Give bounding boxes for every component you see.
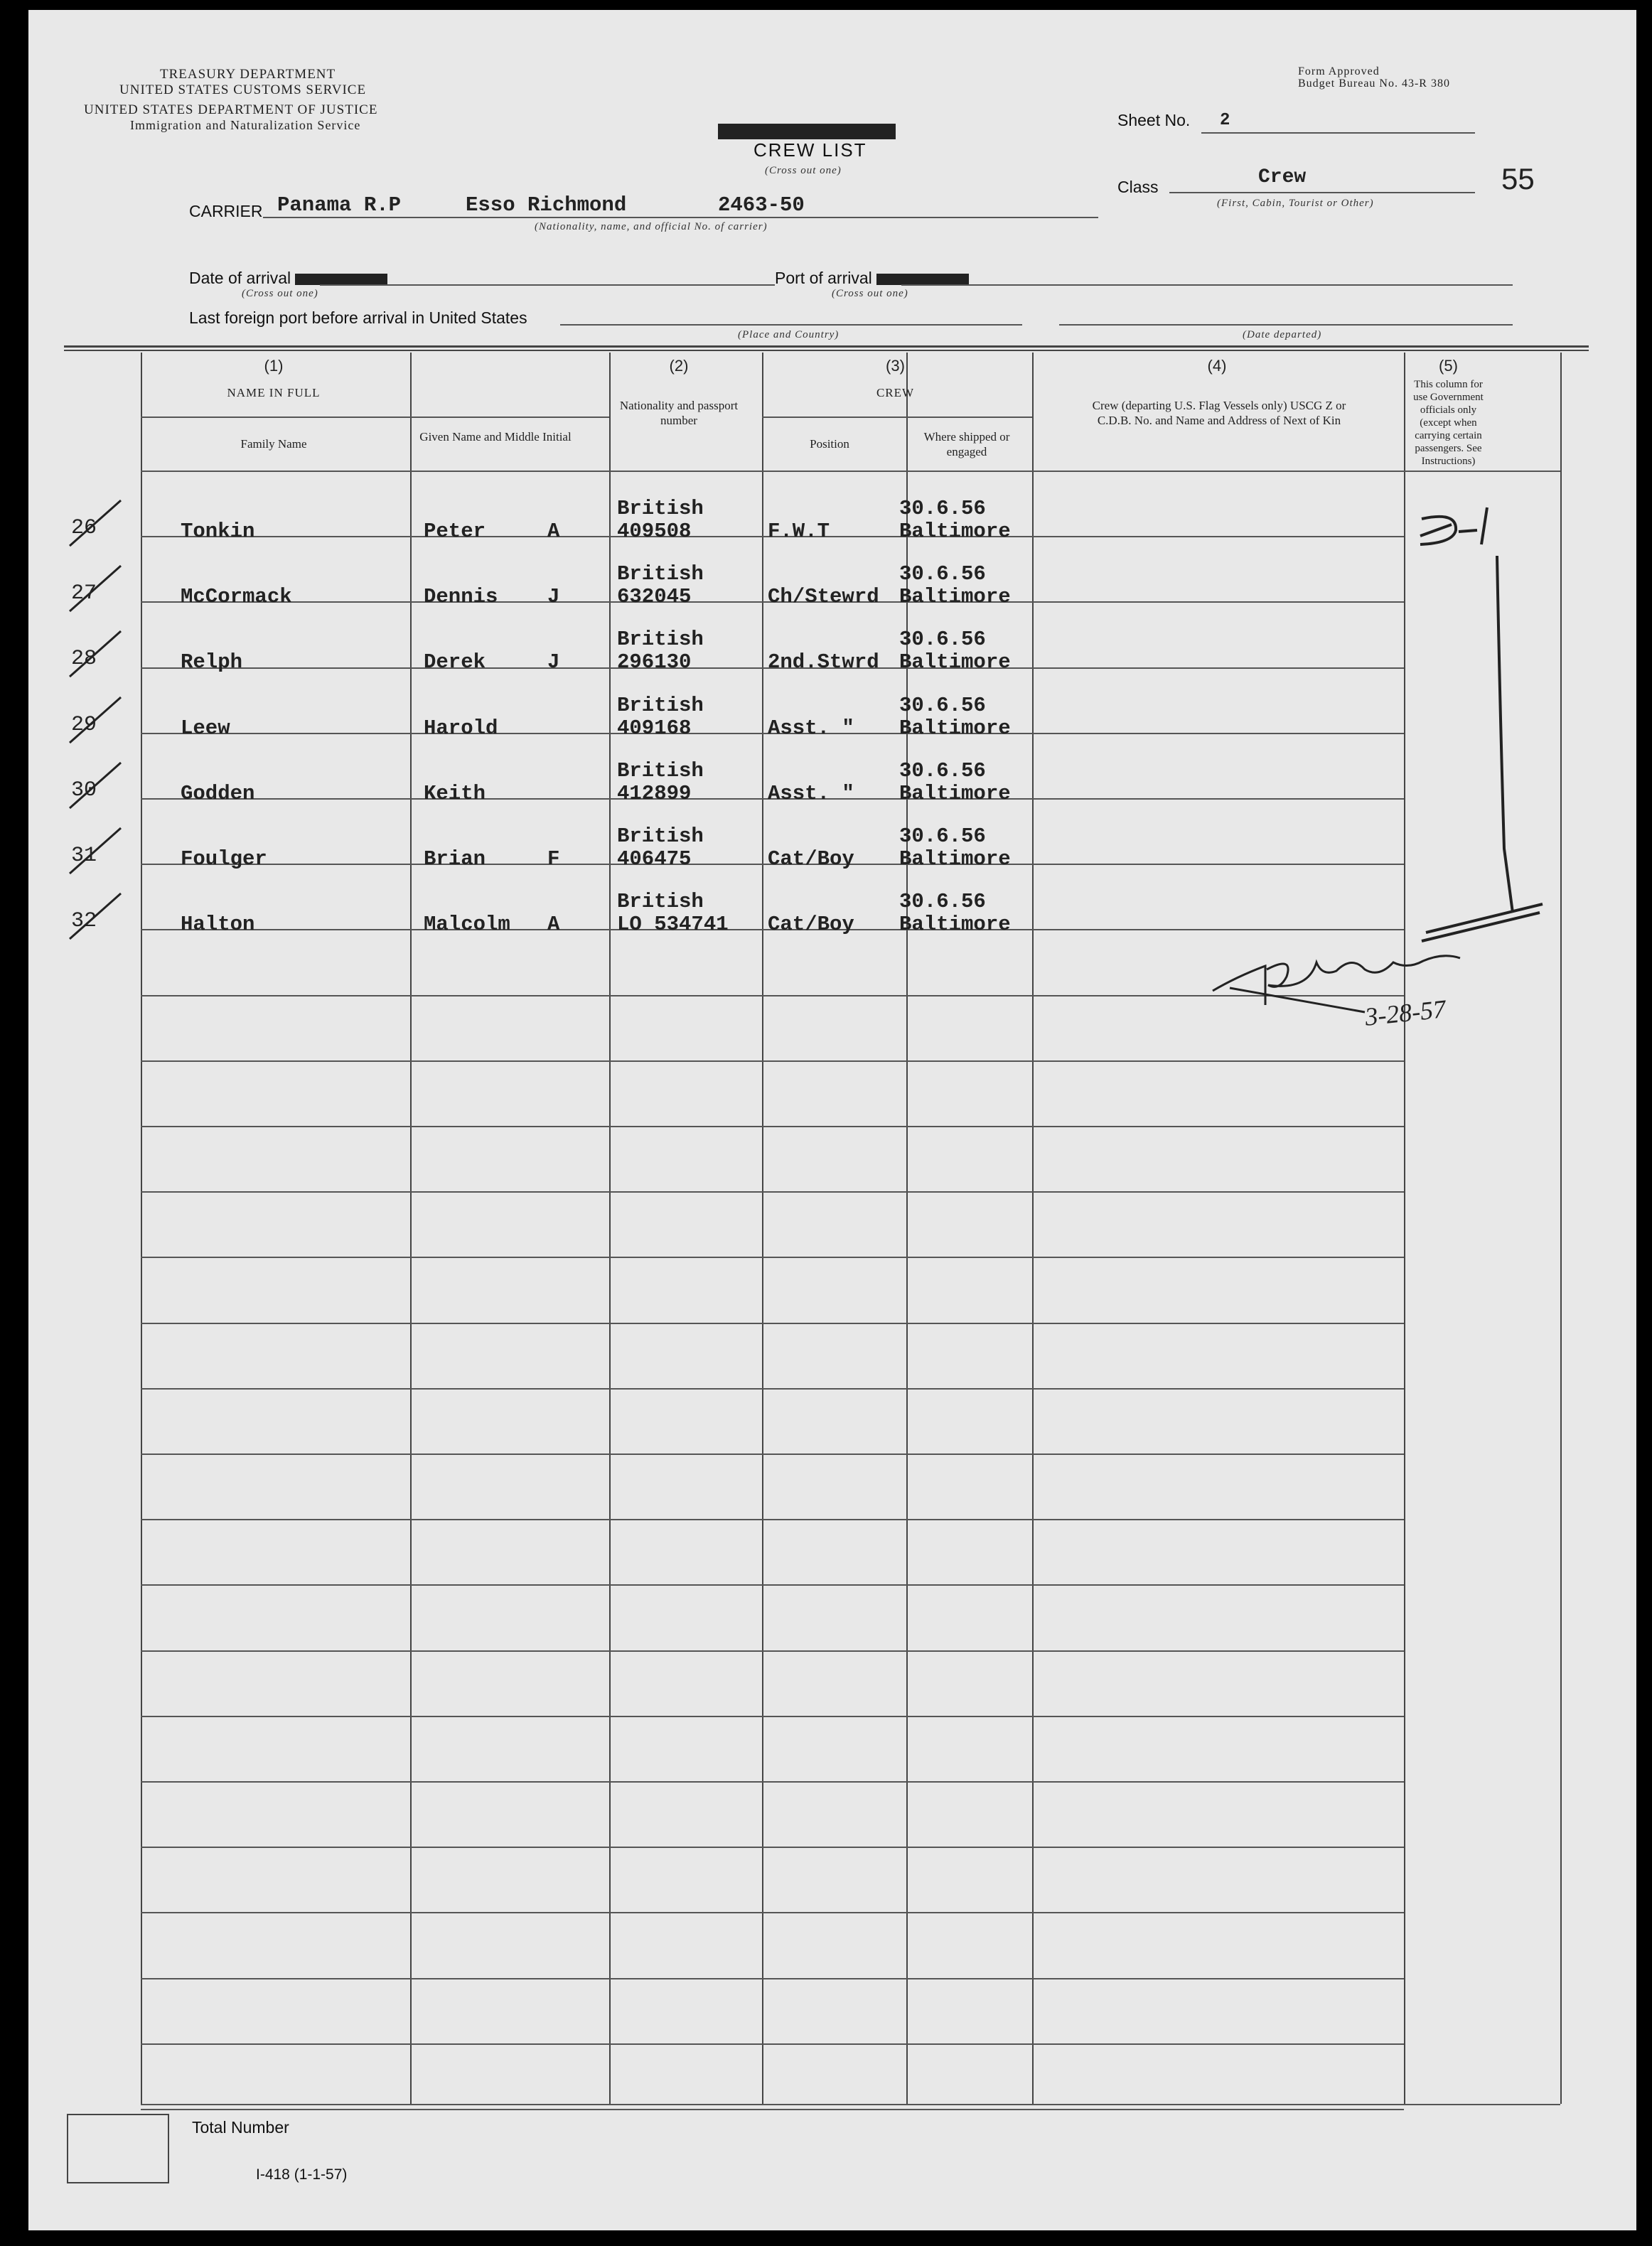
sheet-label: Sheet No.	[1117, 111, 1191, 129]
col4-title: Crew (departing U.S. Flag Vessels only) USCG Z or C.D.B. No. and Name and Address of Next of Kin	[1092, 399, 1346, 427]
cell-position: Cat/Boy	[768, 913, 854, 937]
cell-place: Baltimore	[899, 781, 1011, 805]
cell-given: Brian	[424, 847, 486, 871]
col2-title: Nationality and passport number	[619, 399, 739, 427]
cell-place: Baltimore	[899, 520, 1011, 543]
cell-place: Baltimore	[899, 913, 1011, 937]
class-value: Crew	[1258, 166, 1307, 188]
cell-given: Harold	[424, 716, 498, 740]
cell-initial: J	[547, 650, 560, 675]
carrier-nationality: Panama R.P	[277, 193, 402, 217]
cell-place: Baltimore	[899, 716, 1011, 740]
cell-passport: 406475	[617, 847, 692, 871]
cell-date: 30.6.56	[899, 693, 986, 717]
document-sheet	[28, 10, 1636, 2230]
cell-initial: F	[547, 847, 560, 871]
cell-family: Tonkin	[181, 520, 255, 543]
cell-given: Peter	[424, 520, 486, 543]
total-number-box	[67, 2114, 169, 2183]
row-number-strike	[70, 566, 121, 611]
agency-line-3: UNITED STATES DEPARTMENT OF JUSTICE	[84, 102, 378, 117]
handwritten-date: 3-28-57	[1363, 994, 1447, 1031]
cell-family: Godden	[181, 781, 255, 805]
cell-date: 30.6.56	[899, 824, 986, 848]
col4-number: (4)	[1207, 357, 1227, 375]
row-number-strikes	[70, 500, 121, 939]
cell-nationality: British	[617, 890, 704, 914]
cell-position: Ch/Stewrd	[768, 585, 879, 609]
cell-initial: A	[547, 913, 560, 937]
row-number: 26	[71, 516, 97, 540]
form-number: I-418 (1-1-57)	[256, 2166, 348, 2183]
col1-number: (1)	[264, 357, 284, 375]
class-label: Class	[1117, 178, 1159, 196]
handwritten-d1-mark	[1420, 517, 1456, 544]
col5-number: (5)	[1439, 357, 1458, 375]
cell-family: Foulger	[181, 847, 267, 871]
cell-given: Derek	[424, 650, 486, 675]
cell-nationality: British	[617, 824, 704, 848]
cell-passport: 632045	[617, 585, 692, 609]
col1-title: NAME IN FULL	[227, 386, 321, 399]
date-departed-note: (Date departed)	[1243, 329, 1322, 340]
date-of-arrival-note: (Cross out one)	[242, 288, 318, 299]
row-number-strike	[70, 697, 121, 743]
col1b-title: Given Name and Middle Initial	[419, 430, 572, 444]
row-number: 29	[71, 712, 97, 737]
form-approved-line-2: Budget Bureau No. 43-R 380	[1298, 77, 1450, 90]
cell-date: 30.6.56	[899, 628, 986, 652]
cell-nationality: British	[617, 562, 704, 586]
col3-number: (3)	[886, 357, 905, 375]
cell-date: 30.6.56	[899, 497, 986, 520]
cell-position: Asst. "	[768, 716, 854, 740]
cell-position: Cat/Boy	[768, 847, 854, 871]
cell-date: 30.6.56	[899, 562, 986, 586]
list-title: CREW LIST	[753, 139, 867, 161]
col2-number: (2)	[669, 357, 689, 375]
carrier-name: Esso Richmond	[466, 193, 627, 217]
page-number: 55	[1501, 162, 1535, 195]
row-number-strike	[70, 500, 121, 546]
cell-passport: LO 534741	[617, 913, 729, 937]
row-number: 30	[71, 778, 97, 802]
cell-nationality: British	[617, 693, 704, 717]
cell-nationality: British	[617, 497, 704, 520]
cell-given: Dennis	[424, 585, 498, 609]
carrier-note: (Nationality, name, and official No. of carrier)	[535, 221, 768, 232]
handwriting-layer	[28, 10, 1636, 2230]
cell-passport: 412899	[617, 781, 692, 805]
cell-position: 2nd.Stwrd	[768, 650, 879, 675]
col3-title: CREW	[876, 386, 915, 399]
cell-given: Keith	[424, 781, 486, 805]
agency-line-1: TREASURY DEPARTMENT	[160, 67, 336, 82]
col3b-title: Where shipped or engaged	[923, 430, 1010, 458]
handwritten-underline	[1422, 904, 1543, 941]
cell-date: 30.6.56	[899, 890, 986, 914]
cell-family: Leew	[181, 716, 230, 740]
col5-title: This column for use Government officials only (except when carrying certain passengers. See Instructions)	[1413, 379, 1484, 467]
carrier-official-no: 2463-50	[718, 193, 805, 217]
cell-nationality: British	[617, 758, 704, 783]
cell-family: Halton	[181, 913, 255, 937]
row-number: 31	[71, 844, 97, 868]
list-type-note: (Cross out one)	[765, 165, 842, 176]
last-foreign-port-label: Last foreign port before arrival in United States	[189, 308, 527, 327]
sheet-value: 2	[1220, 111, 1230, 130]
handwritten-d1-mark-stroke	[1459, 507, 1487, 544]
cell-family: McCormack	[181, 585, 292, 609]
port-of-arrival-label: Port of arrival	[775, 269, 969, 288]
agency-line-4: Immigration and Naturalization Service	[130, 118, 361, 132]
handwritten-bracket-line	[1497, 556, 1513, 913]
class-note: (First, Cabin, Tourist or Other)	[1217, 198, 1374, 209]
form-approved-line-1: Form Approved	[1298, 65, 1380, 77]
carrier-label: CARRIER	[189, 202, 263, 220]
signature-underline	[1230, 988, 1365, 1012]
cell-passport: 409508	[617, 520, 692, 543]
row-number-strike	[70, 828, 121, 874]
cell-place: Baltimore	[899, 847, 1011, 871]
date-of-arrival-label: Date of arrival	[189, 269, 387, 288]
cell-initial: A	[547, 520, 560, 543]
cell-date: 30.6.56	[899, 758, 986, 783]
cell-family: Relph	[181, 650, 243, 675]
cell-place: Baltimore	[899, 650, 1011, 675]
row-number-strike	[70, 893, 121, 939]
row-number-strike	[70, 631, 121, 677]
cell-position: Asst. "	[768, 781, 854, 805]
cell-given: Malcolm	[424, 913, 510, 937]
cell-place: Baltimore	[899, 585, 1011, 609]
total-number-label: Total Number	[192, 2118, 289, 2137]
row-number: 28	[71, 647, 97, 672]
cell-passport: 296130	[617, 650, 692, 675]
col1a-title: Family Name	[240, 437, 307, 451]
cell-nationality: British	[617, 628, 704, 652]
row-number: 32	[71, 909, 97, 934]
cell-passport: 409168	[617, 716, 692, 740]
row-number: 27	[71, 581, 97, 606]
cell-initial: J	[547, 585, 560, 609]
col3a-title: Position	[810, 437, 849, 451]
agency-line-2: UNITED STATES CUSTOMS SERVICE	[119, 82, 367, 97]
place-note: (Place and Country)	[738, 329, 840, 340]
cell-position: F.W.T	[768, 520, 830, 543]
port-of-arrival-note: (Cross out one)	[832, 288, 908, 299]
row-number-strike	[70, 763, 121, 808]
